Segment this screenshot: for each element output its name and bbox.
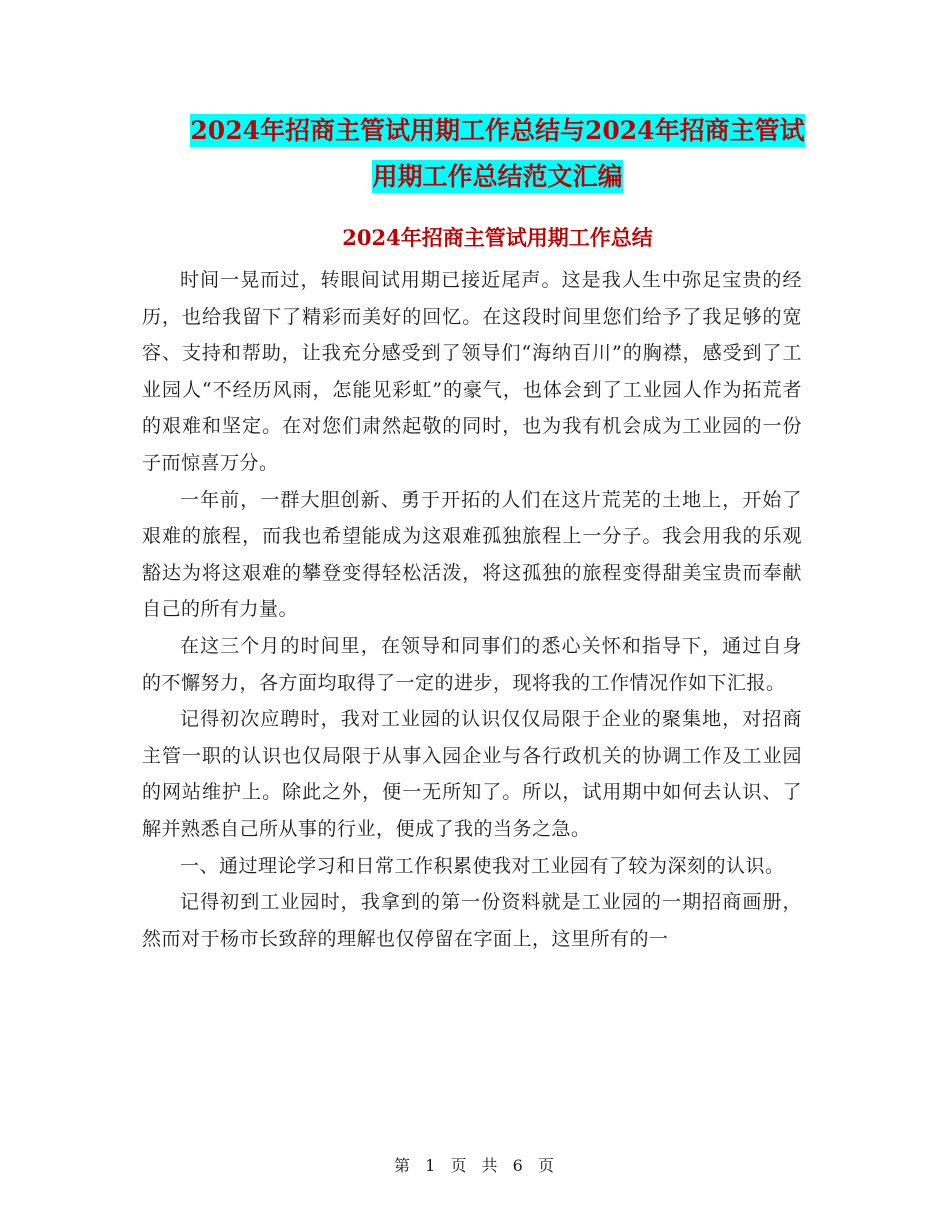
footer-page-label: 页 [450, 1156, 469, 1175]
paragraph: 一年前，一群大胆创新、勇于开拓的人们在这片荒芜的土地上，开始了艰难的旅程，而我也希望能成为这艰难孤独旅程上一分子。我会用我的乐观豁达为将这艰难的攀登变得轻松活泼，将这孤独的旅程变得甜美宝贵而奉献自己的所有力量。 [142, 488, 802, 621]
footer-prefix: 第 [394, 1156, 413, 1175]
paragraph: 时间一晃而过，转眼间试用期已接近尾声。这是我人生中弥足宝贵的经历，也给我留下了精彩而美好的回忆。在这段时间里您们给予了我足够的宽容、支持和帮助，让我充分感受到了领导们“海纳百川”的胸襟，感受到了工业园人“不经历风雨，怎能见彩虹”的豪气，也体会到了工业园人作为拓荒者的艰难和坚定。在对您们肃然起敬的同时，也为我有机会成为工业园的一份子而惊喜万分。 [142, 269, 802, 474]
paragraph: 记得初到工业园时，我拿到的第一份资料就是工业园的一期招商画册，然而对于杨市长致辞的理解也仅停留在字面上，这里所有的一 [142, 891, 802, 950]
footer-page-number: 1 [425, 1156, 438, 1175]
footer-total-label: 共 [481, 1156, 500, 1175]
document-title [140, 108, 855, 200]
title-line-2: 用期工作总结范文汇编 [372, 162, 623, 191]
paragraph: 在这三个月的时间里，在领导和同事们的悉心关怀和指导下，通过自身的不懈努力，各方面均取得了一定的进步，现将我的工作情况作如下汇报。 [142, 634, 802, 694]
page-footer [0, 1153, 950, 1176]
paragraph: 一、通过理论学习和日常工作积累使我对工业园有了较为深刻的认识。 [180, 854, 785, 877]
title-line-1: 2024年招商主管试用期工作总结与2024年招商主管试 [190, 116, 805, 145]
footer-total-pages: 6 [512, 1156, 525, 1175]
paragraph: 记得初次应聘时，我对工业园的认识仅仅局限于企业的聚集地，对招商主管一职的认识也仅局限于从事入园企业与各行政机关的协调工作及工业园的网站维护上。除此之外，便一无所知了。所以，试用期中如何去认识、了解并熟悉自己所从事的行业，便成了我的当务之急。 [142, 708, 802, 840]
document-body [142, 262, 802, 957]
section-title: 2024年招商主管试用期工作总结 [342, 225, 653, 250]
footer-suffix: 页 [537, 1156, 556, 1175]
